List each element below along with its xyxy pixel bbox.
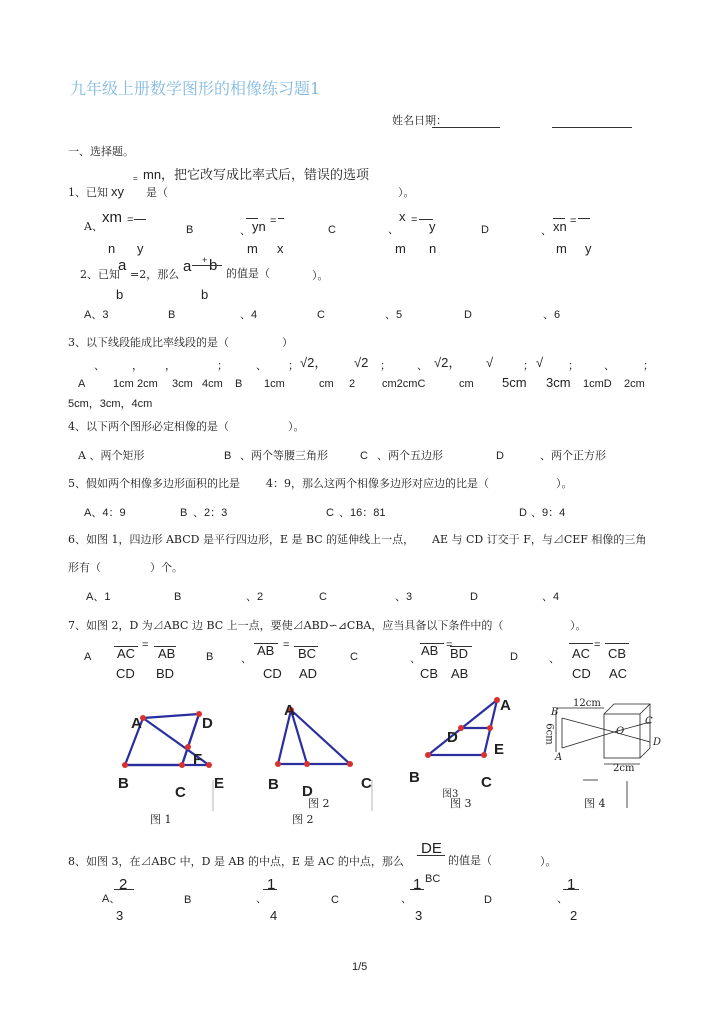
figure-4-lines	[556, 704, 650, 808]
section-heading: 一、选择题。	[68, 145, 134, 158]
name-date-label: 姓名日期：	[392, 114, 447, 127]
fig-caption-rules	[213, 780, 372, 811]
page-title: 九年级上册数学图形的相像练习题1	[70, 79, 321, 98]
document-page: 九年级上册数学图形的相像练习题1 姓名日期： 一、选择题。 = mn，把它改写成比率式后，错误的选项 1、已知 xy 是（ ）。 A、 xm = n y B 、 yn = m x C 、 x = y m n D 、 xn = m y 2、已知 a =2，那么 a + b 的值是（ ）。 b b A、3 B 、4 C 、5 D 、6 3、以下线段能成比率线段的是（ ） 、 ， ， ； 、 ； √2， √2 ； 、 √2， √ ； √ ； 、 ； A 1cm 2cm 3cm 4cm B 1cm cm 2 cm2cmC cm 5cm 3cm 1cmD 2cm 5cm，3cm，4cm 4、以下两个图形必定相像的是（ ）。 A 、两个矩形 B 、两个等腰三角形 C 、两个五边形 D 、两个正方形 5、假如两个相像多边形面积的比是 4：9，那么这两个相像多边形对应边的比是（ ）。 A、4：9 B 、2：3 C 、16：81 D 、9：4 6、如图 1，四边形 ABCD 是平行四边形，E 是 BC 的延伸线上一点， AE 与 CD 订交于 F，与⊿CEF 相像的三角 形有（ ）个。 A、1 B 、2 C 、3 D 、4 7、如图 2，D 为⊿ABC 边 BC 上一点，要使⊿ABD∽⊿CBA，应当具备以下条件中的（ ）。 A AC = AB CD BD B 、 AB = BC CD AD C 、 AB = BD CB AB D 、 AC = CB CD AC A D F B C E 图 1 A B D C 图 2 图 2 A D E B C 图3 图 3 12cm 6cm 2cm B A O C D 图 4 8、如图 3，在⊿ABC 中，D 是 AB 的中点，E 是 AC 的中点，那么 DE BC 的值是（ ）。 A、 2 3 B 、 1 4 C 、 1 3 D 、 1 2 1/5	[0, 0, 720, 1018]
page-number: 1/5	[352, 961, 368, 973]
